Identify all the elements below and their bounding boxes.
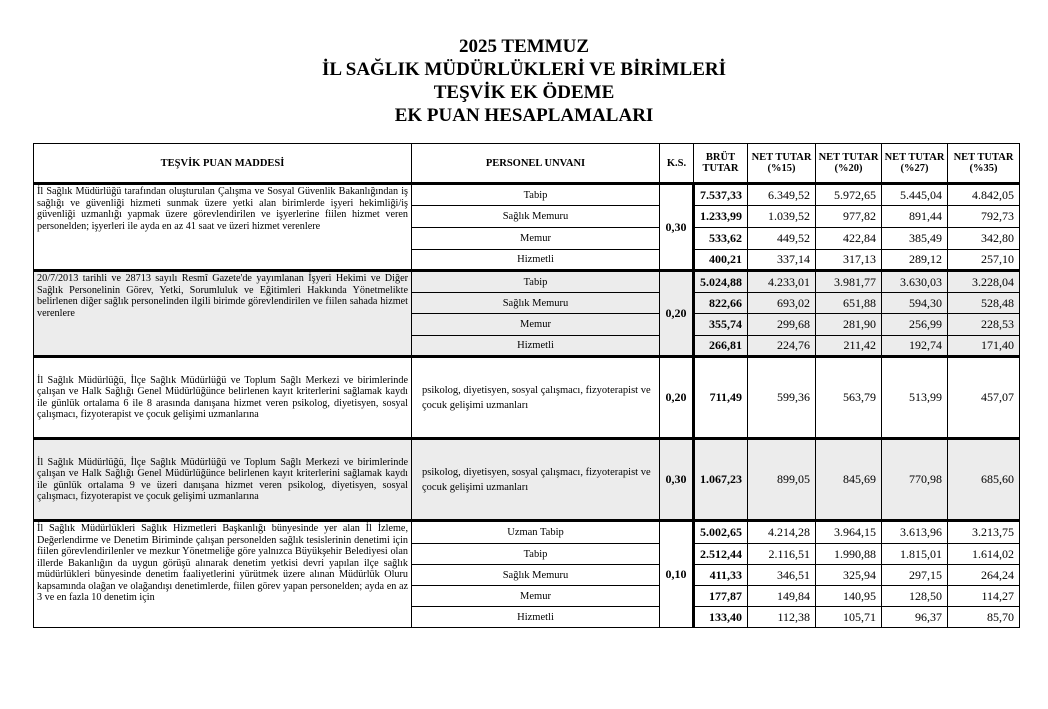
net-amount-27: 891,44 [882, 206, 948, 228]
net-amount-20: 317,13 [816, 250, 882, 271]
net-amount-27: 256,99 [882, 314, 948, 336]
header-net35: NET TUTAR (%35) [948, 144, 1020, 184]
gross-amount: 2.512,44 [694, 544, 748, 565]
coefficient-value: 0,10 [660, 521, 694, 628]
net-amount-35: 528,48 [948, 293, 1020, 314]
personnel-title: Tabip [412, 184, 660, 206]
net-amount-27: 96,37 [882, 607, 948, 628]
personnel-title: Tabip [412, 544, 660, 565]
net-amount-20: 140,95 [816, 586, 882, 607]
coefficient-value: 0,20 [660, 271, 694, 357]
net-amount-15: 346,51 [748, 565, 816, 586]
net-amount-35: 4.842,05 [948, 184, 1020, 206]
personnel-title: Sağlık Memuru [412, 565, 660, 586]
net-amount-20: 651,88 [816, 293, 882, 314]
net-amount-15: 337,14 [748, 250, 816, 271]
table-row [34, 184, 1020, 206]
personnel-title: Uzman Tabip [412, 521, 660, 544]
net-amount-20: 105,71 [816, 607, 882, 628]
net-amount-20: 845,69 [816, 439, 882, 521]
table-row [34, 357, 1020, 439]
title-line-4: EK PUAN HESAPLAMALARI [394, 105, 654, 126]
net-amount-35: 257,10 [948, 250, 1020, 271]
net-amount-20: 325,94 [816, 565, 882, 586]
net-amount-15: 299,68 [748, 314, 816, 336]
gross-amount: 411,33 [694, 565, 748, 586]
criteria-description: İl Sağlık Müdürlüğü, İlçe Sağlık Müdürlüğü ve Toplum Sağlı Merkezi ve birimlerinde çalışan ve Halk Sağlığı Genel Müdürlüğünce belirlenen kayıt kriterlerini sağlamak kaydı ile günlük ortalama 6 ile 8 arasında danışana hizmet veren psikolog, diyetisyen, sosyal çalışmacı, fizyoterapist ve çocuk gelişimi uzmanlarına [34, 357, 412, 439]
net-amount-27: 770,98 [882, 439, 948, 521]
gross-amount: 822,66 [694, 293, 748, 314]
header-unvan: PERSONEL UNVANI [412, 144, 660, 184]
net-amount-27: 385,49 [882, 228, 948, 250]
net-amount-15: 449,52 [748, 228, 816, 250]
net-amount-35: 171,40 [948, 336, 1020, 357]
personnel-title: psikolog, diyetisyen, sosyal çalışmacı, fizyoterapist ve çocuk gelişimi uzmanları [412, 357, 660, 439]
personnel-title: Memur [412, 586, 660, 607]
net-amount-35: 792,73 [948, 206, 1020, 228]
net-amount-27: 513,99 [882, 357, 948, 439]
personnel-title: Tabip [412, 271, 660, 293]
header-madde: TEŞVİK PUAN MADDESİ [34, 144, 412, 184]
gross-amount: 533,62 [694, 228, 748, 250]
gross-amount: 711,49 [694, 357, 748, 439]
gross-amount: 266,81 [694, 336, 748, 357]
net-amount-15: 899,05 [748, 439, 816, 521]
gross-amount: 1.233,99 [694, 206, 748, 228]
header-ks: K.S. [660, 144, 694, 184]
personnel-title: Sağlık Memuru [412, 293, 660, 314]
title-line-2: İL SAĞLIK MÜDÜRLÜKLERİ VE BİRİMLERİ [321, 59, 726, 80]
gross-amount: 177,87 [694, 586, 748, 607]
net-amount-20: 281,90 [816, 314, 882, 336]
personnel-title: Hizmetli [412, 607, 660, 628]
criteria-description: İl Sağlık Müdürlüğü, İlçe Sağlık Müdürlüğü ve Toplum Sağlı Merkezi ve birimlerinde çalışan ve Halk Sağlığı Genel Müdürlüğünce belirlenen kayıt kriterlerini sağlamak kaydı ile günlük ortalama 9 ve üzeri danışana hizmet veren psikolog, diyetisyen, sosyal çalışmacı, fizyoterapist ve çocuk gelişimi uzmanlarına [34, 439, 412, 521]
criteria-description: İl Sağlık Müdürlükleri Sağlık Hizmetleri Başkanlığı bünyesinde yer alan İl İzleme, Değerlendirme ve Denetim Biriminde çalışan personelden sağlık tesislerinin denetimi için fiilen görevlendirilenler ve mezkur Yönetmeliğe göre yalnızca Büyükşehir Belediyesi olan illerde Bakanlığın da uygun görüşü alınarak denetim yetkisi devri yapılan ilçe sağlık müdürlükleri bünyesinde denetim faaliyetlerini yürütmek üzere alınan Müdürlük Oluru kapsamında olağan ve olağandışı denetimlerde, fiilen görev yapan personelden; ayda en az 3 ve en fazla 10 denetim için [34, 521, 412, 628]
net-amount-20: 5.972,65 [816, 184, 882, 206]
net-amount-20: 3.981,77 [816, 271, 882, 293]
gross-amount: 5.002,65 [694, 521, 748, 544]
net-amount-27: 1.815,01 [882, 544, 948, 565]
net-amount-27: 594,30 [882, 293, 948, 314]
net-amount-15: 224,76 [748, 336, 816, 357]
net-amount-15: 4.214,28 [748, 521, 816, 544]
header-net20: NET TUTAR (%20) [816, 144, 882, 184]
net-amount-35: 1.614,02 [948, 544, 1020, 565]
net-amount-15: 149,84 [748, 586, 816, 607]
criteria-description: 20/7/2013 tarihli ve 28713 sayılı Resmî Gazete'de yayımlanan İşyeri Hekimi ve Diğer Sağlık Personelinin Görev, Yetki, Sorumluluk ve Eğitimleri Hakkında Yönetmelikte belirlenen diğer sağlık personelinden ilgili birimde görevlendirilen ve fiilen sahada hizmet verenlere [34, 271, 412, 357]
net-amount-15: 2.116,51 [748, 544, 816, 565]
title-line-3: TEŞVİK EK ÖDEME [433, 82, 615, 103]
net-amount-27: 289,12 [882, 250, 948, 271]
net-amount-20: 3.964,15 [816, 521, 882, 544]
net-amount-35: 457,07 [948, 357, 1020, 439]
table-row [34, 271, 1020, 293]
net-amount-15: 6.349,52 [748, 184, 816, 206]
net-amount-27: 3.630,03 [882, 271, 948, 293]
net-amount-35: 228,53 [948, 314, 1020, 336]
net-amount-15: 599,36 [748, 357, 816, 439]
net-amount-27: 3.613,96 [882, 521, 948, 544]
net-amount-27: 128,50 [882, 586, 948, 607]
personnel-title: Memur [412, 228, 660, 250]
net-amount-20: 977,82 [816, 206, 882, 228]
net-amount-20: 563,79 [816, 357, 882, 439]
personnel-title: Memur [412, 314, 660, 336]
header-net27: NET TUTAR (%27) [882, 144, 948, 184]
header-brut: BRÜT TUTAR [694, 144, 748, 184]
net-amount-35: 3.213,75 [948, 521, 1020, 544]
header-net15: NET TUTAR (%15) [748, 144, 816, 184]
net-amount-35: 342,80 [948, 228, 1020, 250]
net-amount-20: 211,42 [816, 336, 882, 357]
gross-amount: 7.537,33 [694, 184, 748, 206]
table-row [34, 439, 1020, 521]
net-amount-35: 114,27 [948, 586, 1020, 607]
coefficient-value: 0,30 [660, 439, 694, 521]
coefficient-value: 0,30 [660, 184, 694, 271]
incentive-table [33, 143, 1020, 628]
coefficient-value: 0,20 [660, 357, 694, 439]
personnel-title: Sağlık Memuru [412, 206, 660, 228]
gross-amount: 5.024,88 [694, 271, 748, 293]
gross-amount: 133,40 [694, 607, 748, 628]
personnel-title: psikolog, diyetisyen, sosyal çalışmacı, fizyoterapist ve çocuk gelişimi uzmanları [412, 439, 660, 521]
net-amount-15: 4.233,01 [748, 271, 816, 293]
net-amount-15: 693,02 [748, 293, 816, 314]
gross-amount: 1.067,23 [694, 439, 748, 521]
net-amount-27: 297,15 [882, 565, 948, 586]
personnel-title: Hizmetli [412, 250, 660, 271]
net-amount-27: 5.445,04 [882, 184, 948, 206]
net-amount-15: 112,38 [748, 607, 816, 628]
net-amount-20: 1.990,88 [816, 544, 882, 565]
net-amount-35: 685,60 [948, 439, 1020, 521]
table-body [34, 184, 1020, 628]
net-amount-35: 85,70 [948, 607, 1020, 628]
net-amount-35: 264,24 [948, 565, 1020, 586]
header-row [34, 144, 1020, 184]
criteria-description: İl Sağlık Müdürlüğü tarafından oluşturulan Çalışma ve Sosyal Güvenlik Bakanlığından iş sağlığı ve güvenliği hizmeti sunmak üzere yetki alan birimlerde işyeri hekimliği/iş güvenliği uzmanlığı yapmak üzere görevlendirilen ve işyerlerine fiilen hizmet veren personelden; işyerleri ile ayda en az 41 saat ve üzeri hizmet verenlere [34, 184, 412, 271]
gross-amount: 355,74 [694, 314, 748, 336]
personnel-title: Hizmetli [412, 336, 660, 357]
gross-amount: 400,21 [694, 250, 748, 271]
net-amount-35: 3.228,04 [948, 271, 1020, 293]
title-line-1: 2025 TEMMUZ [458, 36, 589, 57]
net-amount-27: 192,74 [882, 336, 948, 357]
net-amount-20: 422,84 [816, 228, 882, 250]
net-amount-15: 1.039,52 [748, 206, 816, 228]
table-row [34, 521, 1020, 544]
